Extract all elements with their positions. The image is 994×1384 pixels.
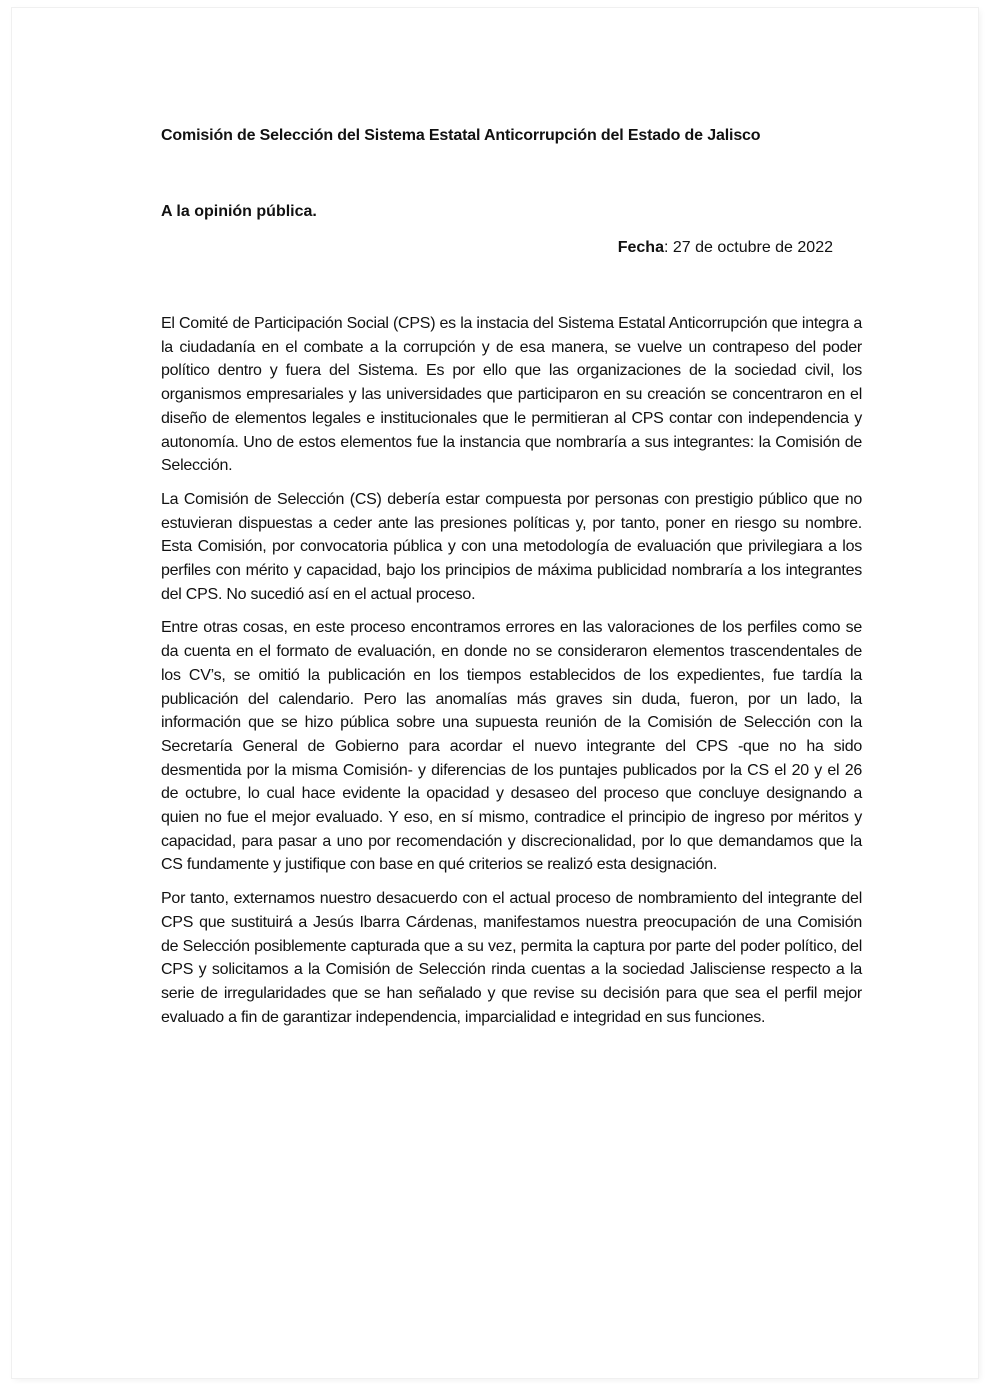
salutation: A la opinión pública. [161, 203, 317, 220]
date-line [618, 239, 833, 257]
document-heading: Comisión de Selección del Sistema Estatal Anticorrupción del Estado de Jalisco [161, 127, 761, 144]
paragraph: Por tanto, externamos nuestro desacuerdo con el actual proceso de nombramiento del integrante del CPS que sustituirá a Jesús Ibarra Cárdenas, manifestamos nuestra preocupación de una Comisión de Selección posiblemente capturada que a su vez, permita la captura por parte del poder político, del CPS y solicitamos a la Comisión de Selección rinda cuentas a la sociedad Jalisciense respecto a la serie de irregularidades que se han señalado y que revise su decisión para que sea el perfil mejor evaluado a fin de garantizar independencia, imparcialidad e integridad en sus funciones. [161, 890, 862, 1026]
date-value: : 27 de octubre de 2022 [663, 239, 833, 256]
paragraph: Entre otras cosas, en este proceso encontramos errores en las valoraciones de los perfiles como se da cuenta en el formato de evaluación, en donde no se consideraron elementos trascendentales de los CV’s, se omitió la publicación en los tiempos establecidos de los expedientes, fue tardía la publicación del calendario. Pero las anomalías más graves sin duda, fueron, por un lado, la información que se hizo pública sobre una supuesta reunión de la Comisión de Selección con la Secretaría General de Gobierno para acordar el nuevo integrante del CPS -que no ha sido desmentida por la misma Comisión- y diferencias de los puntajes publicados por la CS el 20 y el 26 de octubre, lo cual hace evidente la opacidad y desaseo del proceso que concluye designando a quien no fue el mejor evaluado. Y eso, en sí mismo, contradice el principio de ingreso por méritos y capacidad, para pasar a uno por recomendación y discrecionalidad, por lo que demandamos que la CS fundamente y justifique con base en qué criterios se realizó esta designación. [161, 619, 862, 874]
date-label: Fecha [617, 239, 664, 256]
document-page [12, 8, 978, 1378]
paragraph: El Comité de Participación Social (CPS) es la instacia del Sistema Estatal Anticorrupción que integra a la ciudadanía en el combate a la corrupción y de esa manera, se vuelve un contrapeso del poder político dentro y fuera del Sistema. Es por ello que las organizaciones de la sociedad civil, los organismos empresariales y las universidades que participaron en su creación se concentraron en el diseño de elementos legales e institucionales que le permitieran al CPS contar con independencia y autonomía. Uno de estos elementos fue la instancia que nombraría a sus integrantes: la Comisión de Selección. [161, 315, 862, 475]
paragraph: La Comisión de Selección (CS) debería estar compuesta por personas con prestigio público que no estuvieran dispuestas a ceder ante las presiones políticas y, por tanto, poner en riesgo su nombre. Esta Comisión, por convocatoria pública y con una metodología de evaluación que privilegiara a los perfiles con mérito y capacidad, bajo los principios de máxima publicidad nombraría a los integrantes del CPS. No sucedió así en el actual proceso. [161, 490, 862, 603]
letter-body [161, 312, 862, 1039]
